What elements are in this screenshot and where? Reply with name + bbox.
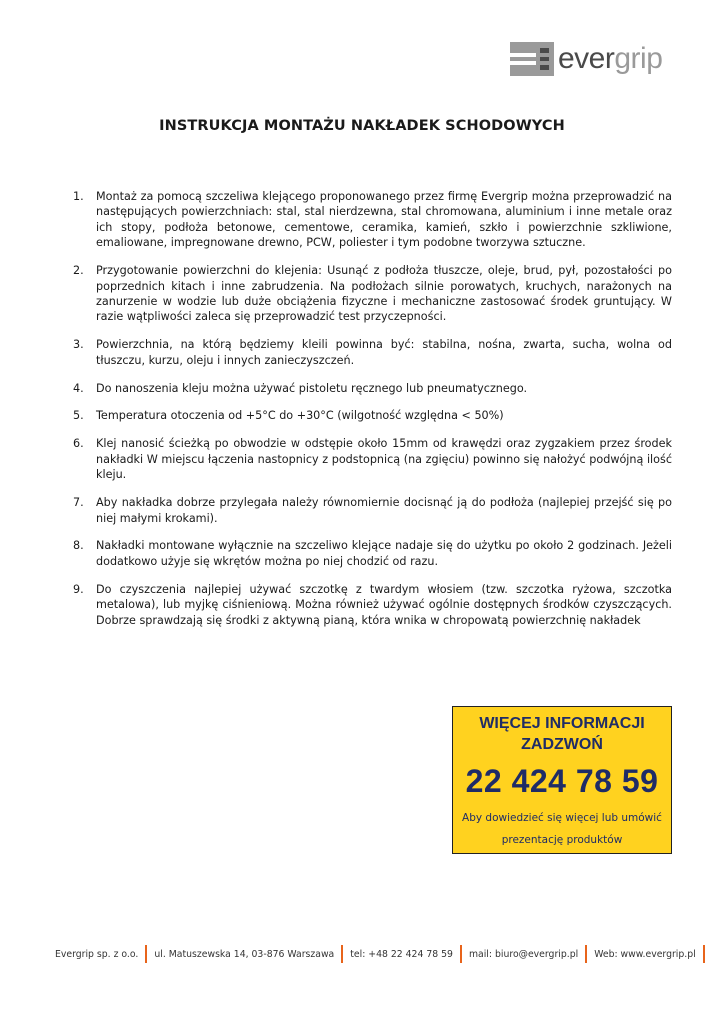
callout-heading: WIĘCEJ INFORMACJI ZADZWOŃ — [479, 715, 645, 753]
list-item: 3. Powierzchnia, na którą będziemy kleili powinna być: stabilna, nośna, zwarta, sucha, wolna od tłuszczu, kurzu, oleju i innych zanieczyszczeń. — [73, 338, 672, 367]
callout-note: Aby dowiedzieć się więcej lub umówić prezentację produktów — [462, 812, 662, 846]
list-item: 2. Przygotowanie powierzchni do klejenia: Usunąć z podłoża tłuszcze, oleje, brud, pył, pozostałości po poprzednich kitach i inne zabrudzenia. Na podłożach silnie porowatych, kruchych, narażonych na zanurzenie w wodzie lub duże obciążenia fizyczne i mechaniczne zastosować środek gruntujący. W razie wątpliwości zaleca się przeprowadzić test przyczepności. — [73, 264, 672, 324]
footer-email[interactable]: mail: biuro@evergrip.pl — [468, 948, 579, 960]
footer-separator — [703, 945, 705, 963]
footer-separator — [460, 945, 462, 963]
evergrip-logo-icon — [510, 42, 554, 76]
contact-callout-box — [452, 706, 672, 854]
footer-website[interactable]: Web: www.evergrip.pl — [594, 948, 696, 960]
evergrip-logo — [510, 42, 662, 76]
list-item: 5. Temperatura otoczenia od +5°C do +30°C (wilgotność względna < 50%) — [73, 409, 504, 423]
list-item: 6. Klej nanosić ścieżką po obwodzie w odstępie około 15mm od krawędzi oraz zygzakiem przez środek nakładki W miejscu łączenia nastopnicy z podstopnicą (na zgięciu) powinno się nałożyć podwójną ilość kleju. — [73, 437, 672, 482]
footer-address: ul. Matuszewska 14, 03-876 Warszawa — [154, 948, 335, 960]
list-item: 9. Do czyszczenia najlepiej używać szczotkę z twardym włosiem (tzw. szczotka ryżowa, szczotka metalowa), lub myjkę ciśnieniową. Można również używać ogólnie dostępnych środków czyszczących. Dobrze sprawdzają się środki z aktywną pianą, która wnika w chropowatą powierzchnię nakładek — [73, 582, 672, 627]
page-footer — [55, 945, 712, 963]
list-item: 7. Aby nakładka dobrze przylegała należy równomiernie docisnąć ją do podłoża (najlepiej przejść się po niej małymi krokami). — [73, 496, 672, 525]
footer-separator — [145, 945, 147, 963]
list-item: 8. Nakładki montowane wyłącznie na szczeliwo klejące nadaje się do użytku po około 2 godzinach. Jeżeli dodatkowo użyje się wkrętów można po niej chodzić od razu. — [73, 539, 672, 568]
list-item: 4. Do nanoszenia kleju można używać pistoletu ręcznego lub pneumatycznego. — [73, 381, 528, 395]
footer-separator — [341, 945, 343, 963]
logo-wordmark: evergrip — [558, 42, 663, 75]
callout-phone-number[interactable]: 22 424 78 59 — [465, 763, 659, 799]
instruction-list — [70, 189, 672, 640]
list-item: 1. Montaż za pomocą szczeliwa klejącego proponowanego przez firmę Evergrip można przeprowadzić na następujących powierzchniach: stal, stal nierdzewna, stal chromowana, aluminium i inne metale oraz ich stopy, podłoża betonowe, cementowe, ceramika, kamień, szkło i powierzchnie szkliwione, emaliowane, impregnowane drewno, PCW, poliester i tym podobne tworzywa sztuczne. — [73, 190, 672, 250]
page-title: INSTRUKCJA MONTAŻU NAKŁADEK SCHODOWYCH — [159, 118, 565, 134]
footer-separator — [585, 945, 587, 963]
footer-phone[interactable]: tel: +48 22 424 78 59 — [350, 948, 453, 960]
footer-company: Evergrip sp. z o.o. — [55, 948, 139, 960]
